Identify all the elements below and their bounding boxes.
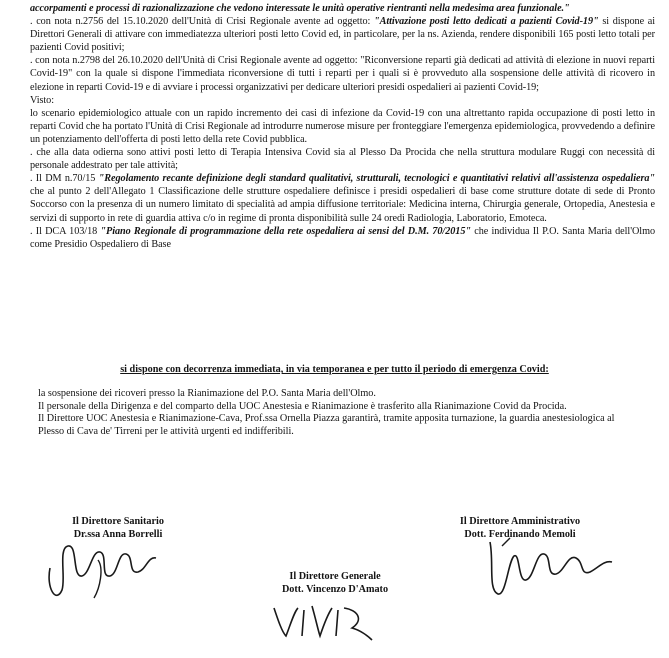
signature-name: Dr.ssa Anna Borrelli bbox=[73, 529, 163, 540]
text-run: che al punto 2 dell'Allegato 1 Classificazione delle strutture ospedaliere definisce i presidi ospedalieri di base come strutture dotate di sede di Pronto Soccorso con la presenza di un numero limitato di specialità ad ampia diffusione territoriale: Medicina interna, Chirurgia generale, Ortopedia, Anestesia e servizi di supporto in rete di guardia attiva c/o in regime di pronta disponibilità sulle 24 oredi Radiologia, Laboratorio, Emoteca. bbox=[30, 186, 655, 224]
text-run: . con nota n.2798 del 26.10.2020 dell'Unità di Crisi Regionale avente ad oggetto: "Riconversione reparti già dedicati ad attività di elezione in nuovi reparti Covid-19" con la quale si dispone l'immediata riconversione di tutti i reparti per i quali si è provveduto alla sospensione delle attività di ricovero in elezione in reparti Covid-19 e di avviare i processi organizzativi per dedicare ulteriori presidi ospedalieri ai pazienti Covid-19; bbox=[30, 55, 655, 93]
emphasized-text: accorpamenti e processi di razionalizzazione che vedono interessate le unità operative rientranti nella medesima area funzionale." bbox=[30, 3, 570, 14]
document-body bbox=[30, 2, 655, 251]
body-paragraph bbox=[30, 15, 655, 54]
dispone-heading: si dispone con decorrenza immediata, in via temporanea e per tutto il periodo di emergenza Covid: bbox=[120, 364, 549, 375]
emphasized-text: "Attivazione posti letto dedicati a pazienti Covid-19" bbox=[374, 16, 599, 28]
text-run: . Il DM n.70/15 bbox=[30, 173, 99, 185]
provision-item: Il personale della Dirigenza e del comparto della UOC Anestesia e Rianimazione è trasferito alla Rianimazione Covid da Procida. bbox=[38, 400, 567, 412]
body-paragraph bbox=[30, 94, 655, 107]
text-run: . che alla data odierna sono attivi posti letto di Terapia Intensiva Covid sia al Plesso Da Procida che nella struttura modulare Ruggi con necessità di personale addestrato per tale attività; bbox=[30, 147, 655, 172]
body-paragraph bbox=[30, 146, 655, 172]
body-paragraph bbox=[30, 107, 655, 146]
body-paragraph bbox=[30, 54, 655, 93]
signature-title: Il Direttore Sanitario bbox=[72, 516, 164, 527]
provision-item: Il Direttore UOC Anestesia e Rianimazione-Cava, Prof.ssa Ornella Piazza garantirà, tramite apposita turnazione, la guardia anestesiologica al Plesso di Cava de' Tirreni per le attività urgenti ed indifferibili. bbox=[38, 413, 615, 437]
provision-item: la sospensione dei ricoveri presso la Rianimazione del P.O. Santa Maria dell'Olmo. bbox=[38, 388, 376, 399]
signature-name: Dott. Vincenzo D'Amato bbox=[281, 584, 389, 595]
emphasized-text: "Regolamento recante definizione degli standard qualitativi, strutturali, tecnologici e quantitativi relativi all'assistenza ospedaliera" bbox=[98, 173, 656, 185]
emphasized-text: "Piano Regionale di programmazione della rete ospedaliera ai sensi del D.M. 70/2015" bbox=[100, 225, 471, 237]
text-run: che individua Il P.O. Santa Maria dell'Olmo come Presidio Ospedaliero di Base bbox=[30, 225, 655, 250]
text-run: . con nota n.2756 del 15.10.2020 dell'Unità di Crisi Regionale avente ad oggetto: bbox=[30, 16, 375, 28]
body-paragraph bbox=[30, 225, 655, 251]
text-run: si dispone ai Direttori Generali di attivare con immediatezza ulteriori posti letto Covid ed, in particolare, per la ns. Azienda, rendere disponibili 165 posti letto totali per pazienti Covid positivi; bbox=[30, 16, 656, 54]
signature-block-general-director bbox=[240, 570, 430, 596]
text-run: lo scenario epidemiologico attuale con un rapido incremento dei casi di infezione da Covid-19 con una altrettanto rapida occupazione di posti letto in reparti Covid che ha portato l'Unità di Crisi Regionale ad introdurre numerose misure per fronteggiare l'emergenza epidemiologica, provvedendo a definire un potenziamento dell'offerta di posti letto della rete Covid pubblica. bbox=[30, 107, 655, 145]
signature-title: Il Direttore Amministrativo bbox=[459, 516, 581, 527]
text-run: . Il DCA 103/18 bbox=[30, 225, 101, 237]
body-paragraph bbox=[30, 172, 655, 224]
handwritten-signature-right bbox=[480, 532, 620, 602]
handwritten-signature-left bbox=[38, 538, 168, 608]
signature-title: Il Direttore Generale bbox=[289, 571, 381, 582]
text-run: Visto: bbox=[30, 94, 54, 106]
signature-name: Dott. Ferdinando Memoli bbox=[464, 529, 576, 540]
provisions-list bbox=[38, 388, 638, 438]
body-paragraph bbox=[30, 2, 655, 15]
handwritten-signature-center bbox=[268, 596, 378, 646]
